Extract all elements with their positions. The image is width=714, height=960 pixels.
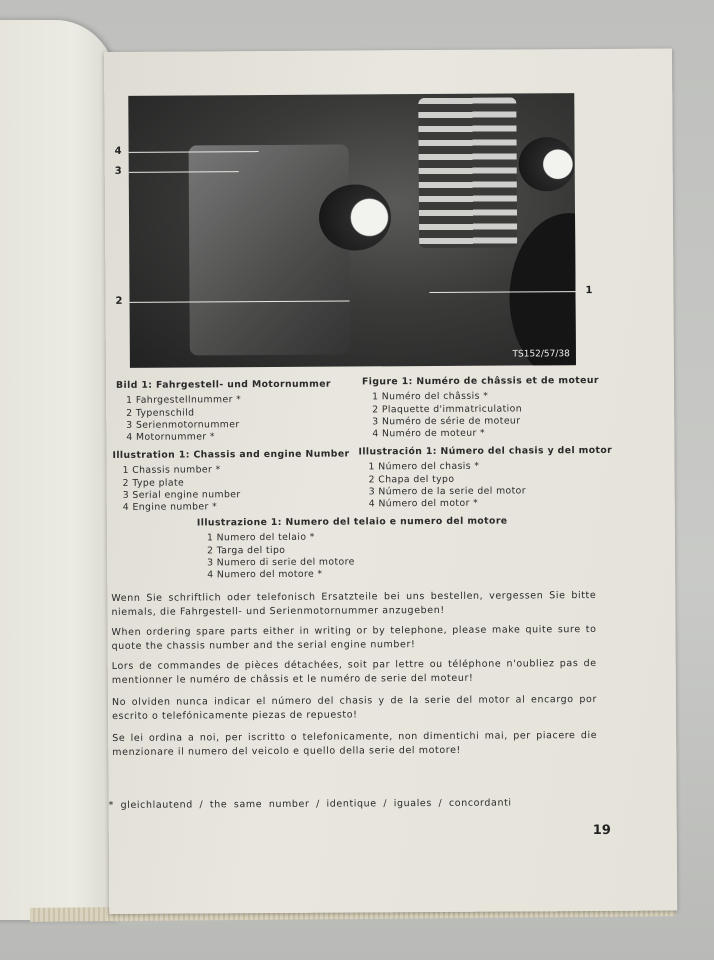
caption-item: 2 Type plate [122,477,185,489]
caption-title: Figure 1: Numéro de châssis et de moteur [361,374,599,388]
caption-item: 2 Typenschild [126,407,195,419]
manual-page [104,49,677,914]
caption-item: 4 Numero del motore * [207,568,323,581]
caption-item: 2 Targa del tipo [207,544,286,556]
radiator-grille [418,97,517,248]
caption-title: Bild 1: Fahrgestell- und Motornummer [116,378,331,391]
engine-block [189,145,350,356]
caption-item: 3 Serial engine number [122,489,241,501]
caption-item: 4 Motornummer * [126,431,216,444]
caption-item: 3 Serienmotornummer [126,419,240,431]
paragraph-it: Se lei ordina a noi, per iscritto o telefonicamente, non dimentichi mai, per piacere die menzionare il numero del veicolo e quello della serie del motore! [112,730,598,758]
caption-it [197,516,508,582]
caption-title: Illustración 1: Número del chasis y del motor [358,444,613,458]
caption-item: 1 Número del chasis * [368,461,480,473]
tractor-photo [128,93,576,368]
caption-item: 1 Chassis number * [122,464,221,477]
caption-item: 1 Numéro del châssis * [372,390,489,403]
paragraph-de: Wenn Sie schriftlich oder telefonisch Ersatzteile bei uns bestellen, vergessen Sie bitte niemals, die Fahrgestell- und Serienmotornummer anzugeben! [111,590,597,618]
caption-item: 2 Plaquette d'immatriculation [372,403,523,415]
caption-item: 3 Número de la serie del motor [368,485,527,498]
caption-title: Illustration 1: Chassis and engine Number [112,448,350,461]
caption-item: 1 Numero del telaio * [206,532,315,544]
caption-item: 4 Numéro de moteur * [372,427,486,440]
caption-item: 2 Chapa del typo [368,473,455,485]
caption-de [116,379,331,445]
photo-code: TS152/57/38 [512,349,570,360]
caption-title: Illustrazione 1: Numero del telaio e numero del motore [196,515,508,529]
caption-item: 3 Numero di serie del motore [207,556,355,569]
callout-4: 4 [114,145,122,157]
caption-item: 3 Numéro de série de moteur [372,415,521,428]
callout-2: 2 [115,295,123,307]
caption-es [358,445,612,511]
left-page [0,20,115,920]
page-number: 19 [592,822,611,839]
paragraph-es: No olviden nunca indicar el número del chasis y de la serie del motor al encargo por escrito o telefónicamente piezas de repuesto! [111,694,597,722]
caption-en [112,449,349,515]
callout-3: 3 [114,165,122,177]
headlamp [519,137,575,191]
caption-item: 4 Engine number * [122,501,218,514]
caption-fr [362,375,599,441]
caption-item: 4 Número del motor * [368,497,479,510]
footnote: * gleichlautend / the same number / identique / iguales / concordanti [108,797,512,811]
callout-1: 1 [585,285,593,297]
caption-item: 1 Fahrgestellnummer * [126,394,242,407]
paragraph-en: When ordering spare parts either in writing or by telephone, please make quite sure to quote the chassis number and the serial engine number! [111,624,597,652]
paragraph-fr: Lors de commandes de pièces détachées, soit par lettre ou téléphone n'oubliez pas de mentionner le numéro de châssis et le numéro de serie del moteur! [111,658,597,686]
headlamp [319,184,391,250]
